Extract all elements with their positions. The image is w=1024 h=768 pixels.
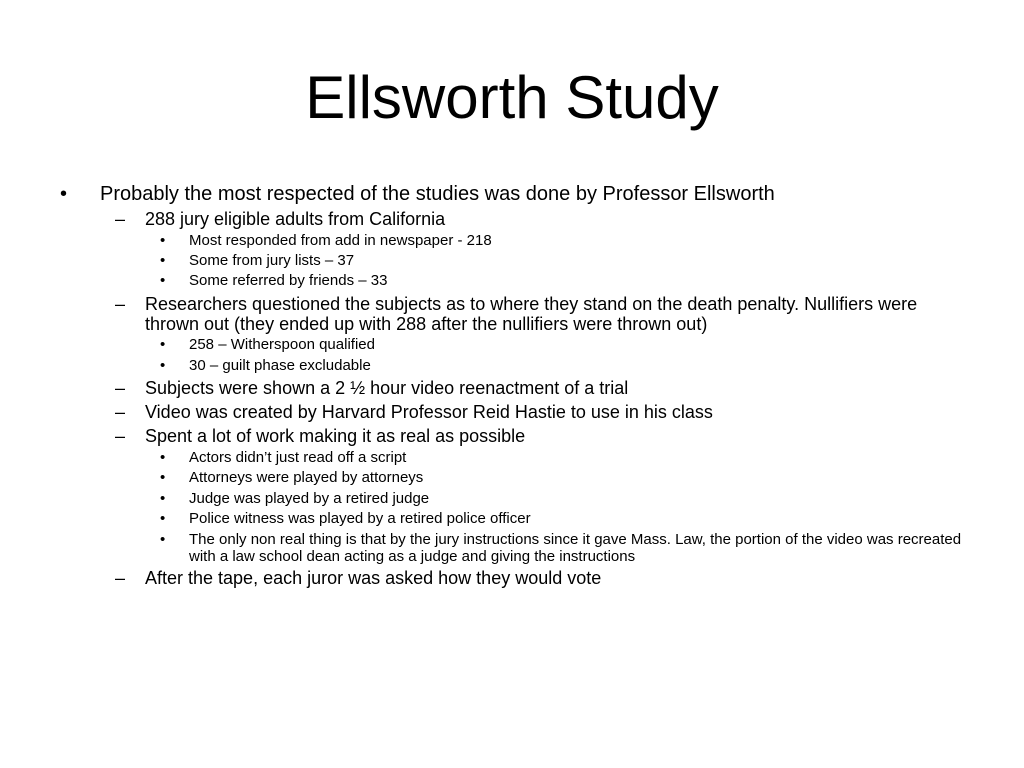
bullet-text: Researchers questioned the subjects as to where they stand on the death penalty. Nullifiers were thrown out (they ended up with 288 after the nullifiers were thrown out) — [145, 294, 918, 334]
dash-marker: – — [115, 568, 126, 588]
dash-marker: – — [115, 378, 126, 398]
bullet-marker: • — [160, 357, 166, 374]
slide-title: Ellsworth Study — [305, 64, 719, 131]
dash-marker: – — [115, 209, 126, 229]
bullet-item — [160, 252, 960, 269]
bullet-text: Probably the most respected of the studies was done by Professor Ellsworth — [100, 183, 775, 205]
bullet-item — [160, 232, 960, 249]
bullet-item — [160, 531, 972, 565]
bullet-text: The only non real thing is that by the jury instructions since it gave Mass. Law, the portion of the video was recreated with a law school dean acting as a judge and giving the instructions — [189, 531, 962, 565]
bullet-marker: • — [160, 449, 166, 466]
bullet-item — [115, 568, 965, 588]
bullet-text: After the tape, each juror was asked how they would vote — [145, 568, 602, 588]
bullet-item — [160, 357, 960, 374]
bullet-text: 288 jury eligible adults from California — [145, 209, 446, 229]
bullet-text: Spent a lot of work making it as real as possible — [145, 426, 526, 446]
bullet-marker: • — [160, 490, 166, 507]
bullet-marker: • — [160, 252, 166, 269]
bullet-marker: • — [160, 336, 166, 353]
bullet-marker: • — [160, 531, 166, 548]
bullet-marker: • — [160, 469, 166, 486]
bullet-text: 30 – guilt phase excludable — [189, 357, 371, 374]
bullet-text: Video was created by Harvard Professor Reid Hastie to use in his class — [145, 402, 713, 422]
bullet-item — [115, 209, 965, 229]
bullet-item — [160, 272, 960, 289]
bullet-item — [60, 182, 960, 206]
dash-marker: – — [115, 294, 126, 314]
bullet-item — [160, 469, 960, 486]
bullet-marker: • — [160, 510, 166, 527]
dash-marker: – — [115, 402, 126, 422]
bullet-text: Police witness was played by a retired police officer — [189, 510, 531, 527]
bullet-item — [115, 378, 965, 398]
bullet-item — [115, 402, 965, 422]
bullet-text: Attorneys were played by attorneys — [189, 469, 424, 486]
bullet-marker: • — [60, 183, 68, 205]
bullet-item — [115, 294, 975, 334]
bullet-text: Judge was played by a retired judge — [189, 490, 430, 507]
bullet-text: Some from jury lists – 37 — [189, 252, 355, 269]
bullet-item — [115, 426, 965, 446]
bullet-item — [160, 490, 960, 507]
bullet-marker: • — [160, 272, 166, 289]
bullet-text: Some referred by friends – 33 — [189, 272, 388, 289]
bullet-item — [160, 336, 960, 353]
dash-marker: – — [115, 426, 126, 446]
bullet-item — [160, 510, 960, 527]
bullet-text: Actors didn’t just read off a script — [189, 449, 407, 466]
bullet-text: Most responded from add in newspaper - 218 — [189, 232, 492, 249]
bullet-text: Subjects were shown a 2 ½ hour video reenactment of a trial — [145, 378, 629, 398]
bullet-item — [160, 449, 960, 466]
bullet-text: 258 – Witherspoon qualified — [189, 336, 375, 353]
bullet-marker: • — [160, 232, 166, 249]
